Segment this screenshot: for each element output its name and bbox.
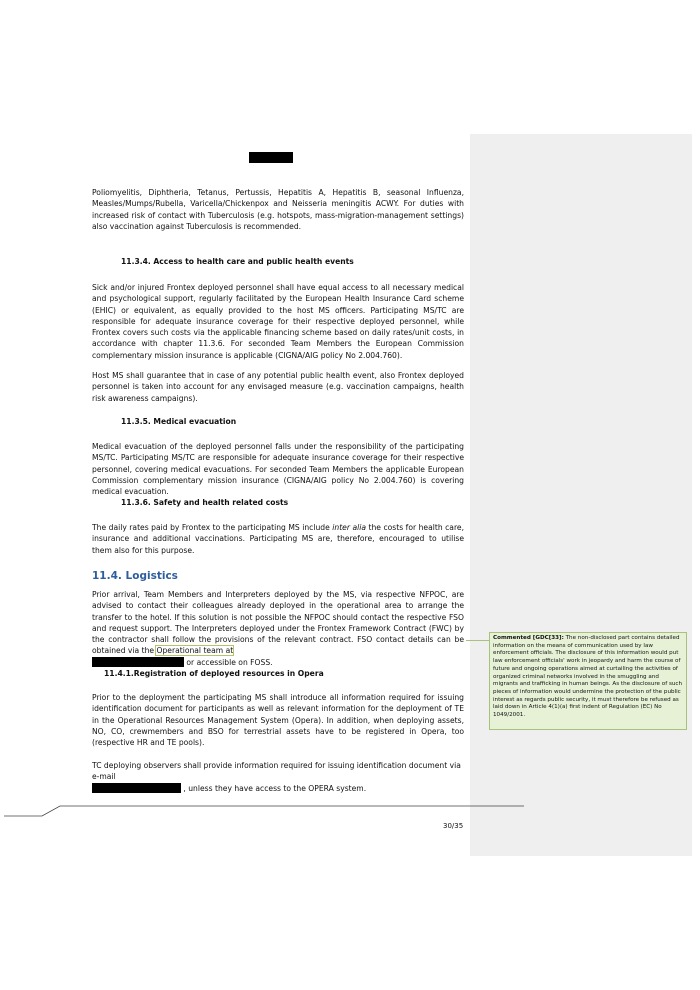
heading-11-4-1: 11.4.1.Registration of deployed resources in Opera: [104, 669, 324, 678]
heading-11-3-5: 11.3.5. Medical evacuation: [121, 417, 237, 426]
access-health-paragraph: Sick and/or injured Frontex deployed personnel shall have equal access to all necessary medical and psychological support, regularly facilitated by the European Health Insurance Card scheme (EHIC) or equivalent, as equally provided to the host MS officers. Participating MS/TC are responsible for adequate insurance coverage for their respective deployed personnel, while Frontex covers such costs via the applicable financing scheme based on daily rates/unit costs, in accordance with chapter 11.3.6. For seconded Team Members the European Commission complementary mission insurance is applicable (CIGNA/AIG policy No 2.004.760).: [92, 283, 464, 360]
medevac-paragraph: Medical evacuation of the deployed personnel falls under the responsibility of the participating MS/TC. Participating MS/TC are responsible for adequate insurance coverage for their respective personnel, covering medical evacuations. For seconded Team Members the applicable European Commission complementary mission insurance (CIGNA/AIG policy No 2.004.760) is covering medical evacuation.: [92, 442, 464, 497]
health-costs-italic: inter alia: [332, 523, 366, 532]
host-ms-paragraph: Host MS shall guarantee that in case of any potential public health event, also Frontex deployed personnel is taken into account for any envisaged measure (e.g. vaccination campaigns, health risk awareness campaigns).: [92, 371, 464, 403]
heading-11-4-logistics: 11.4. Logistics: [92, 570, 178, 582]
logistics-tail-text: or accessible on FOSS.: [184, 657, 273, 667]
vaccines-paragraph: Poliomyelitis, Diphtheria, Tetanus, Pertussis, Hepatitis A, Hepatitis B, seasonal Influenza, Measles/Mumps/Rubella, Varicella/Chickenpox and Neisseria meningitis ACWY. For duties with increased risk of contact with Tuberculosis (e.g. hotspots, mass-migration-management settings) also vaccination against Tuberculosis is recommended.: [92, 188, 464, 231]
comment-author: Commented [GDC[33]:: [493, 635, 564, 641]
tc-observers-tail-text: , unless they have access to the OPERA system.: [181, 783, 367, 793]
health-costs-text-end: the costs for health care, insurance and additional vaccinations. Participating MS are, therefore, encouraged to utilise them also for this purpose.: [92, 523, 464, 555]
tc-observers-text: TC deploying observers shall provide information required for issuing identification document via e-mail: [92, 761, 461, 782]
commented-text-highlight[interactable]: Operational team at: [156, 646, 234, 656]
page-number: 30/35: [443, 822, 464, 830]
health-costs-text-start: The daily rates paid by Frontex to the participating MS include: [92, 523, 333, 532]
opera-paragraph: Prior to the deployment the participating MS shall introduce all information required for issuing identification document for participants as well as relevant information for the deployment of TE in the Operational Resources Management System (Opera). In addition, when deploying assets, NO, CO, crewmembers and BSO for terrestrial assets have to be registered in Opera, too (respective HR and TE pools).: [92, 693, 464, 748]
heading-11-3-4: 11.3.4. Access to health care and public health events: [121, 257, 354, 266]
comment-text: The non-disclosed part contains detailed information on the means of communication used by law enforcement officials. The disclosure of this information would put law enforcement officials' work in jeopardy and harm the course of future and ongoing operations aimed at curtailing the activities of organized criminal networks involved in the smuggling and migrants and trafficking in human beings. As the disclosure of such pieces of information would undermine the protection of the public interest as regards public security, it must therefore be refused as laid down in Article 4(1)(a) first indent of Regulation (EC) No 1049/2001.: [493, 635, 683, 719]
heading-11-3-6: 11.3.6. Safety and health related costs: [121, 498, 289, 507]
logistics-text: Prior arrival, Team Members and Interpreters deployed by the MS, via respective NFPOC, are advised to contact their colleagues already deployed in the operational area to arrange the transfer to the hotel. If this solution is not possible the NFPOC should contact the respective FSO and request support. The Interpreters deployed under the Frontex Framework Contract (FWC) by the contractor shall follow the provisions of the relevant contract. FSO contact details can be obtained via the: [92, 590, 464, 656]
